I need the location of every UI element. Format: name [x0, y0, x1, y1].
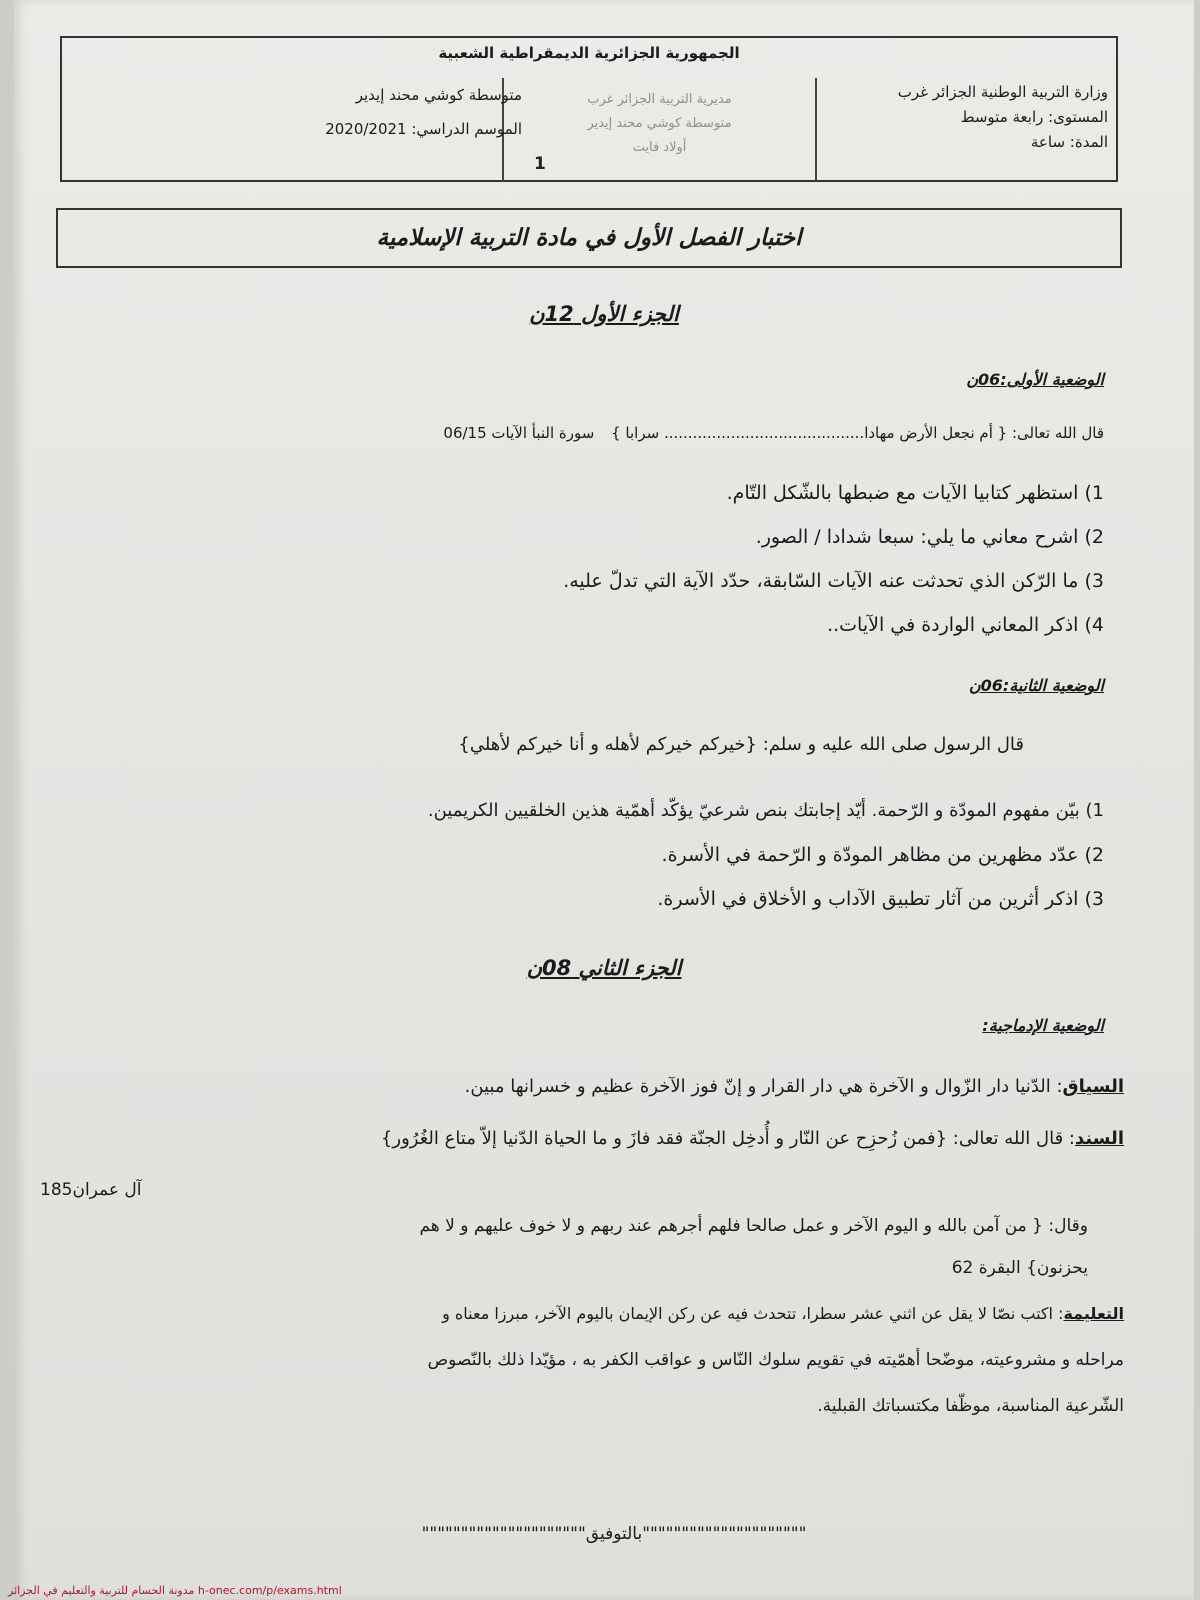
task-line-3: الشّرعية المناسبة، موظّفا مكتسباتك القبلية. — [817, 1396, 1124, 1416]
s1-question-1: 1) استظهر كتابيا الآيات مع ضبطها بالشّكل التّام. — [726, 482, 1104, 504]
support-label: السند — [1075, 1128, 1124, 1149]
duration-label: المدة: ساعة — [1030, 133, 1108, 151]
context-label: السياق — [1062, 1076, 1124, 1097]
s2-question-2: 2) عدّد مظهرين من مظاهر المودّة و الرّحمة في الأسرة. — [661, 844, 1104, 866]
stamp-number: 1 — [534, 154, 546, 174]
watermark-text: مدونة الحسام للتربية والتعليم في الجزائر h-onec.com/p/exams.html — [8, 1584, 342, 1597]
level-label: المستوى: رابعة متوسط — [960, 108, 1108, 126]
stamp-line1: مديرية التربية الجزائر غرب — [587, 92, 732, 107]
task-label: التعليمة — [1063, 1304, 1124, 1323]
good-luck-footer: """""""""""""""""""""بالتوفيق""""""""""""""""""""" — [421, 1524, 807, 1544]
situation2-title: الوضعية الثانية:06ن — [968, 676, 1104, 695]
hadith-text: قال الرسول صلى الله عليه و سلم: {خيركم خيركم لأهله و أنا خيركم لأهلي} — [458, 734, 1024, 755]
support-line — [381, 1128, 1124, 1149]
stamp-line3: أولاد فايت — [632, 140, 687, 155]
ministry-info — [818, 80, 1108, 155]
school-info — [102, 78, 522, 146]
part1-title: الجزء الأول 12ن — [529, 302, 679, 326]
support-text: : قال الله تعالى: {فمن زُحزِح عن النّار و أُدخِل الجنّة فقد فازَ و ما الحياة الدّنيا إلاّ متاع الغُرُور} — [380, 1128, 1075, 1149]
s2-question-1: 1) بيّن مفهوم المودّة و الرّحمة. أيّد إجابتك بنص شرعيّ يؤكّد أهمّية هذين الخلقيين الكريمين. — [427, 800, 1104, 821]
header-box — [60, 36, 1118, 182]
s2-question-3: 3) اذكر أثرين من آثار تطبيق الآداب و الأخلاق في الأسرة. — [657, 888, 1104, 910]
task-text-1: : اكتب نصّا لا يقل عن اثني عشر سطرا، تتحدث فيه عن ركن الإيمان باليوم الآخر، مبرزا معناه و — [442, 1304, 1064, 1323]
republic-title: الجمهورية الجزائرية الديمقراطية الشعبية — [438, 44, 740, 62]
verse-line — [443, 424, 1104, 442]
context-line — [465, 1076, 1124, 1097]
task-line-1 — [442, 1304, 1124, 1323]
exam-paper — [14, 0, 1194, 1600]
part2-title: الجزء الثاني 08ن — [526, 956, 682, 980]
school-year: الموسم الدراسي: 2020/2021 — [325, 120, 522, 138]
s1-question-4: 4) اذكر المعاني الواردة في الآيات.. — [827, 614, 1104, 636]
support-line-2: وقال: { من آمن بالله و اليوم الآخر و عمل صالحا فلهم أجرهم عند ربهم و لا خوف عليهم و لا هم — [419, 1216, 1088, 1236]
integration-title: الوضعية الإدماجية: — [982, 1016, 1104, 1035]
context-text: : الدّنيا دار الزّوال و الآخرة هي دار القرار و إنّ فوز الآخرة عظيم و خسرانها مبين. — [464, 1076, 1063, 1097]
support-ref: آل عمران185 — [40, 1180, 142, 1200]
s1-question-2: 2) اشرح معاني ما يلي: سبعا شدادا / الصور. — [755, 526, 1104, 548]
ministry-label: وزارة التربية الوطنية الجزائر غرب — [897, 83, 1108, 101]
verse-ref: سورة النبأ الآيات 06/15 — [443, 424, 595, 442]
task-line-2: مراحله و مشروعيته، موضّحا أهمّيته في تقويم سلوك النّاس و عواقب الكفر به ، مؤيّدا ذلك بالنّصوص — [427, 1350, 1124, 1370]
school-name: متوسطة كوشي محند إيدير — [355, 86, 522, 104]
verse-text: قال الله تعالى: { أم نجعل الأرض مهادا.......................................... سرابا } — [611, 424, 1104, 442]
support-line-3: يحزنون} البقرة 62 — [951, 1258, 1088, 1278]
situation1-title: الوضعية الأولى:06ن — [966, 370, 1104, 389]
school-stamp — [502, 78, 817, 182]
s1-question-3: 3) ما الرّكن الذي تحدثت عنه الآيات السّابقة، حدّد الآية التي تدلّ عليه. — [563, 570, 1104, 592]
exam-title: اختبار الفصل الأول في مادة التربية الإسلامية — [56, 208, 1122, 268]
stamp-line2: متوسطة كوشي محند إيدير — [587, 116, 732, 131]
